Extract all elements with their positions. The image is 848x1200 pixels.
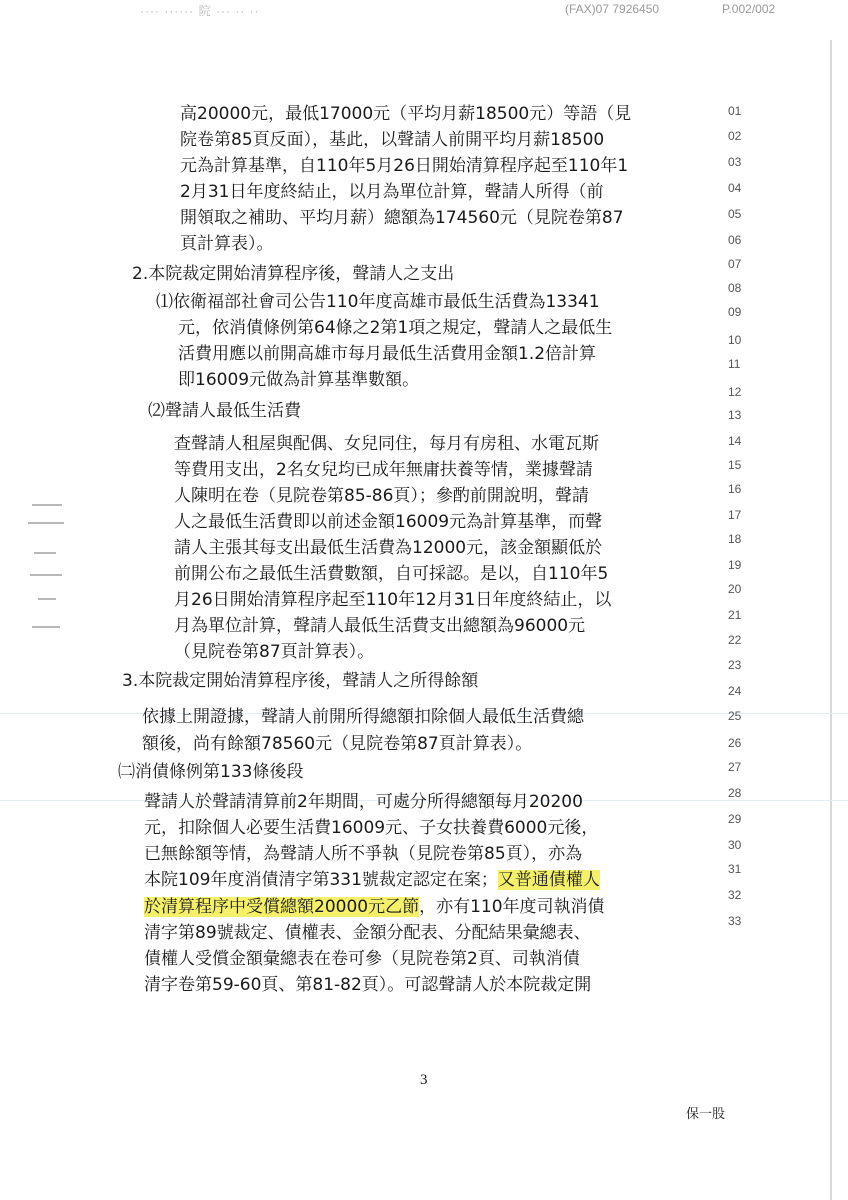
text-line <box>174 434 599 454</box>
line-number: 29 <box>728 812 742 826</box>
text-line <box>156 292 600 312</box>
line-number: 02 <box>728 129 742 143</box>
text-line <box>174 460 593 480</box>
text-line <box>174 486 589 506</box>
line-number: 03 <box>728 155 742 169</box>
text-line <box>180 182 603 202</box>
line-text: 等費用支出，2名女兒均已成年無庸扶養等情，業據聲請 <box>174 460 593 480</box>
text-line <box>144 923 591 943</box>
line-text: 元，扣除個人必要生活費16009元、子女扶養費6000元後， <box>144 818 599 838</box>
line-number: 05 <box>728 207 742 221</box>
line-number: 17 <box>728 508 742 522</box>
line-text: 元為計算基準，自110年5月26日開始清算程序起至110年1 <box>180 156 629 176</box>
department-label: 保一股 <box>686 1107 726 1122</box>
line-text: 已無餘額等情，為聲請人所不爭執（見院卷第85頁），亦為 <box>144 844 583 864</box>
text-line <box>144 792 583 812</box>
line-text: 請人主張其每支出最低生活費為12000元，該金額顯低於 <box>174 538 603 558</box>
text-line <box>174 616 585 636</box>
line-number: 33 <box>728 914 742 928</box>
line-text: ㈡消債條例第133條後段 <box>118 762 304 782</box>
highlighted-text: 於清算程序中受償總額20000元乙節 <box>144 897 420 917</box>
text-line <box>174 642 374 662</box>
line-text: 高20000元，最低17000元（平均月薪18500元）等語（見 <box>180 104 632 124</box>
text-line <box>144 975 591 995</box>
text-line <box>144 844 582 864</box>
text-line <box>180 208 624 228</box>
line-number: 30 <box>728 838 742 852</box>
line-text: 2.本院裁定開始清算程序後，聲請人之支出 <box>132 264 455 284</box>
line-number: 21 <box>728 608 742 622</box>
line-number: 12 <box>728 385 742 399</box>
text-line <box>122 671 478 691</box>
text-line <box>148 401 301 421</box>
line-text: 清字卷第59-60頁、第81-82頁）。可認聲請人於本院裁定開 <box>144 975 592 995</box>
text-line <box>144 949 580 969</box>
line-text: ⑵聲請人最低生活費 <box>148 401 301 421</box>
line-text: 開領取之補助、平均月薪）總額為174560元（見院卷第87 <box>180 208 624 228</box>
line-number: 23 <box>728 658 742 672</box>
line-number: 22 <box>728 633 742 647</box>
text-line <box>142 734 532 754</box>
line-number: 28 <box>728 786 742 800</box>
line-number: 14 <box>728 434 742 448</box>
text-line <box>142 707 584 727</box>
line-number: 32 <box>728 888 742 902</box>
line-text: 月為單位計算，聲請人最低生活費支出總額為96000元 <box>174 616 586 636</box>
line-text: 本院109年度消債清字第331號裁定認定在案； <box>144 870 498 890</box>
line-number: 16 <box>728 482 742 496</box>
line-number: 09 <box>728 305 742 319</box>
line-text: 額後，尚有餘額78560元（見院卷第87頁計算表）。 <box>142 734 533 754</box>
text-line <box>144 870 600 890</box>
text-line <box>178 318 612 338</box>
fax-number: (FAX)07 7926450 <box>565 2 660 16</box>
line-text: 前開公布之最低生活費數額，自可採認。是以，自110年5 <box>174 564 609 584</box>
line-number: 07 <box>728 257 742 271</box>
line-number: 18 <box>728 532 742 546</box>
line-text: 頁計算表）。 <box>180 234 274 254</box>
text-line <box>174 564 608 584</box>
line-number: 31 <box>728 862 742 876</box>
text-line <box>144 897 605 917</box>
line-number: 20 <box>728 582 742 596</box>
page-number: 3 <box>420 1072 428 1088</box>
line-text: 查聲請人租屋與配偶、女兒同住，每月有房租、水電瓦斯 <box>174 434 599 454</box>
line-text-after: ，亦有110年度司執消債 <box>419 897 605 917</box>
line-text: （見院卷第87頁計算表）。 <box>174 642 375 662</box>
fax-sender: ···· ······ 院 ··· ·· ·· <box>140 4 260 18</box>
line-text: 聲請人於聲請清算前2年期間，可處分所得總額每月20200 <box>144 792 583 812</box>
text-line <box>180 156 628 176</box>
line-number: 13 <box>728 408 742 422</box>
line-text: 人之最低生活費即以前述金額16009元為計算基準，而聲 <box>174 512 603 532</box>
line-text: 清字第89號裁定、債權表、金額分配表、分配結果彙總表、 <box>144 923 591 943</box>
line-number: 26 <box>728 736 742 750</box>
line-number: 25 <box>728 709 742 723</box>
line-text: 院卷第85頁反面），基此，以聲請人前開平均月薪18500 <box>180 130 605 150</box>
text-line <box>174 512 602 532</box>
line-number: 08 <box>728 281 742 295</box>
line-number: 04 <box>728 181 742 195</box>
text-line <box>118 762 303 782</box>
line-number: 01 <box>728 104 742 118</box>
line-text: 3.本院裁定開始清算程序後，聲請人之所得餘額 <box>122 671 479 691</box>
text-line <box>180 234 274 254</box>
line-number: 24 <box>728 684 742 698</box>
text-line <box>174 538 602 558</box>
highlighted-text: 又普通債權人 <box>497 870 600 890</box>
line-text: 人陳明在卷（見院卷第85-86頁）；參酌前開說明，聲請 <box>174 486 589 506</box>
text-line <box>178 370 419 390</box>
line-text: 元，依消債條例第64條之2第1項之規定，聲請人之最低生 <box>178 318 613 338</box>
line-text: 2月31日年度終結止，以月為單位計算，聲請人所得（前 <box>180 182 604 202</box>
line-text: ⑴依衛福部社會司公告110年度高雄市最低生活費為13341 <box>156 292 600 312</box>
text-line <box>180 130 604 150</box>
line-number: 06 <box>728 233 742 247</box>
faded-margin-stamp <box>24 500 72 640</box>
fax-header <box>0 0 848 18</box>
line-text: 依據上開證據，聲請人前開所得總額扣除個人最低生活費總 <box>142 707 584 727</box>
text-line <box>132 264 454 284</box>
line-text: 活費用應以前開高雄市每月最低生活費用金額1.2倍計算 <box>178 344 597 364</box>
text-line <box>144 818 598 838</box>
line-number: 19 <box>728 558 742 572</box>
line-number: 15 <box>728 458 742 472</box>
line-number: 27 <box>728 760 742 774</box>
text-line <box>180 104 631 124</box>
line-text: 月26日開始清算程序起至110年12月31日年度終結止，以 <box>174 590 612 610</box>
line-number: 11 <box>728 357 741 371</box>
fax-page-indicator: P.002/002 <box>722 2 776 16</box>
page-edge-rule <box>830 40 832 1200</box>
line-number: 10 <box>728 333 742 347</box>
line-text: 債權人受償金額彙總表在卷可參（見院卷第2頁、司執消債 <box>144 949 580 969</box>
text-line <box>174 590 611 610</box>
text-line <box>178 344 596 364</box>
line-text: 即16009元做為計算基準數額。 <box>178 370 420 390</box>
